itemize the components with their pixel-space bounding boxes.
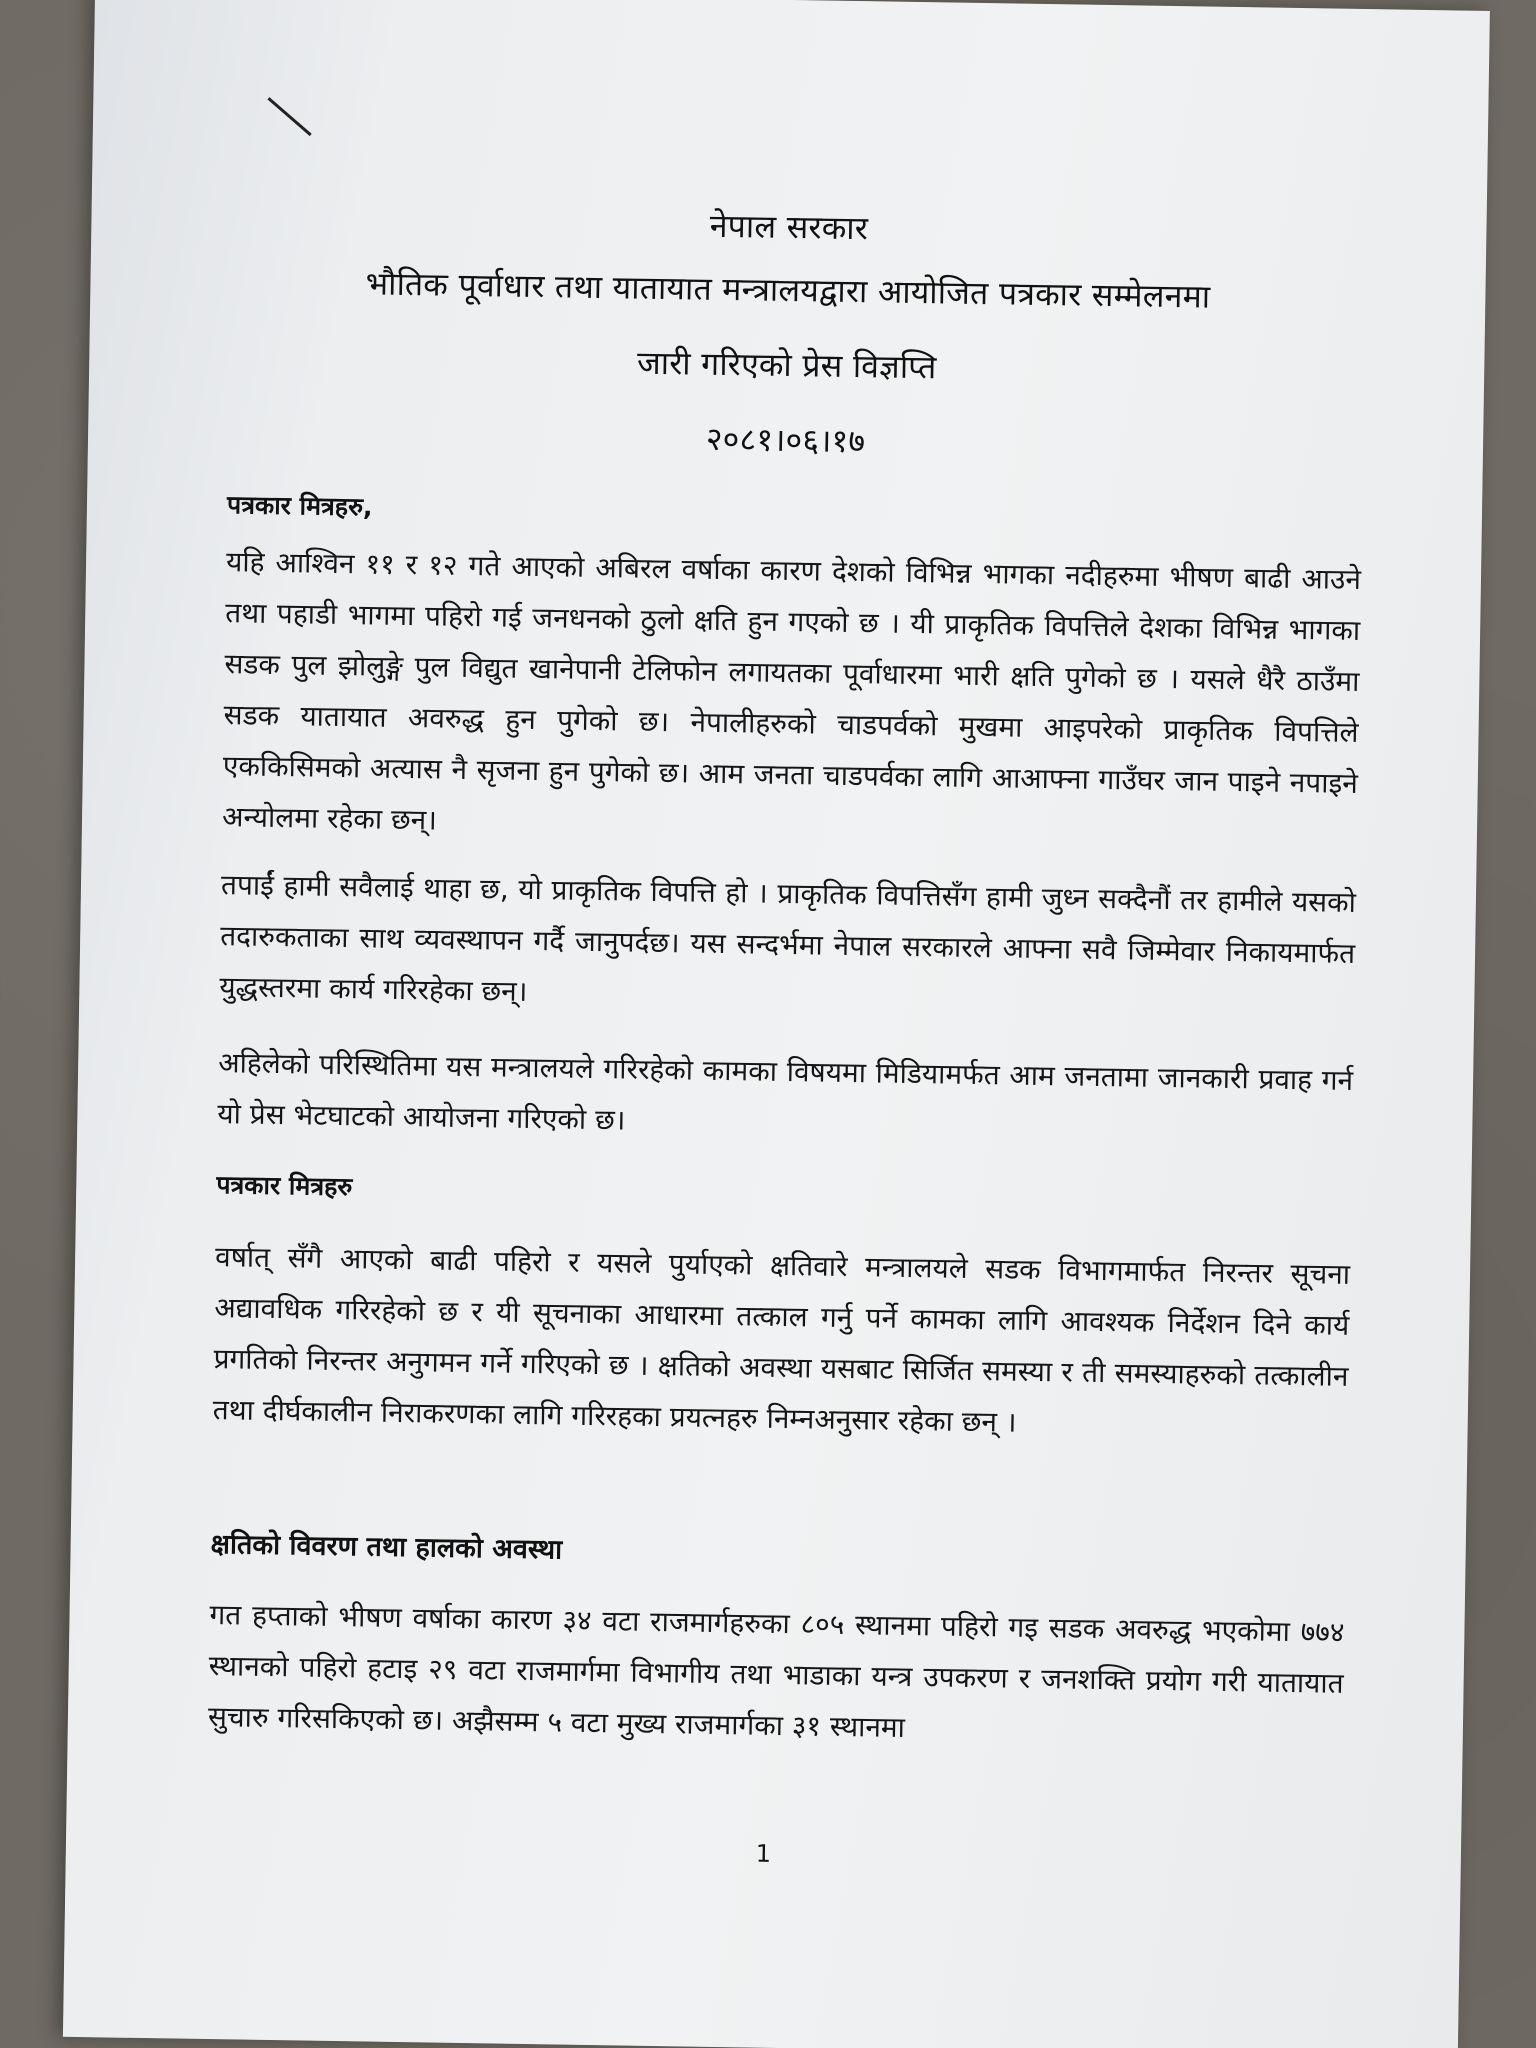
header-ministry: भौतिक पूर्वाधार तथा यातायात मन्त्रालयद्वारा आयोजित पत्रकार सम्मेलनमा — [365, 264, 1211, 316]
salutation-first: पत्रकार मित्रहरु, — [226, 490, 373, 522]
paragraph-highway-status: गत हप्ताको भीषण वर्षाका कारण ३४ वटा राजमार्गहरुका ८०५ स्थानमा पहिरो गइ सडक अवरुद्ध भएकोमा ७७४ स्थानको पहिरो हटाइ २९ वटा राजमार्गमा विभागीय तथा भाडाका यन्त्र उपकरण र जनशक्ति प्रयोग गरी यातायात सुचारु गरिसकिएको छ। अझैसम्म ५ वटा मुख्य राजमार्गका ३१ स्थानमा — [207, 1598, 1345, 1744]
pen-mark — [267, 97, 311, 136]
paper-sheet — [63, 0, 1490, 2048]
header-government: नेपाल सरकार — [709, 206, 869, 248]
header-press-release-title: जारी गरिएको प्रेस विज्ञप्ति — [636, 343, 937, 387]
page-number: 1 — [755, 1839, 772, 1868]
paragraph-natural-disaster: तपाईं हामी सवैलाई थाहा छ, यो प्राकृतिक विपत्ति हो । प्राकृतिक विपत्तिसँग हामी जुध्न सक्दैनौं तर हामीले यसको तदारुकताका साथ व्यवस्थापन गर्दै जानुपर्दछ। यस सन्दर्भमा नेपाल सरकारले आफ्ना सवै जिम्मेवार निकायमार्फत युद्धस्तरमा कार्य गरिरहेका छन्। — [219, 868, 1357, 1008]
header-date: २०८१।०६।१७ — [705, 419, 866, 461]
paragraph-monitoring: वर्षात् सँगै आएको बाढी पहिरो र यसले पुर्याएको क्षतिवारे मन्त्रालयले सडक विभागमार्फत निरन्तर सूचना अद्यावधिक गरिरहेको छ र यी सूचनाका आधारमा तत्काल गर्नु पर्ने कामका लागि आवश्यक निर्देशन दिने कार्य प्रगतिको निरन्तर अनुगमन गर्ने गरिएको छ । क्षतिको अवस्था यसबाट सिर्जित समस्या र ती समस्याहरुको तत्कालीन तथा दीर्घकालीन निराकरणका लागि गरिरहका प्रयत्नहरु निम्नअनुसार रहेका छन् । — [212, 1240, 1351, 1439]
paragraph-flood-damage: यहि आश्विन ११ र १२ गते आएको अबिरल वर्षाका कारण देशको विभिन्न भागका नदीहरुमा भीषण बाढी आउने तथा पहाडी भागमा पहिरो गई जनधनको ठुलो क्षति हुन गएको छ । यी प्राकृतिक विपत्तिले देशका विभिन्न भागका सडक पुल झोलुङ्गे पुल विद्युत खानेपानी टेलिफोन लगायतका पूर्वाधारमा भारी क्षति पुगेको छ । यसले धैरै ठाउँमा सडक यातायात अवरुद्ध हुन पुगेको छ। नेपालीहरुको चाडपर्वको मुखमा आइपरेको प्राकृतिक विपत्तिले एककिसिमको अत्यास नै सृजना हुन पुगेको छ। आम जनता चाडपर्वका लागि आआफ्ना गाउँघर जान पाइने नपाइने अन्योलमा रहेका छन्। — [221, 545, 1362, 837]
paragraph-press-meet-purpose: अहिलेको परिस्थितिमा यस मन्त्रालयले गरिरहेको कामका विषयमा मिडियामर्फत आम जनतामा जानकारी प्रवाह गर्न यो प्रेस भेटघाटको आयोजना गरिएको छ। — [217, 1046, 1354, 1137]
salutation-second: पत्रकार मित्रहरु — [216, 1170, 353, 1202]
section-heading-damage-status: क्षतिको विवरण तथा हालको अवस्था — [210, 1529, 563, 1566]
